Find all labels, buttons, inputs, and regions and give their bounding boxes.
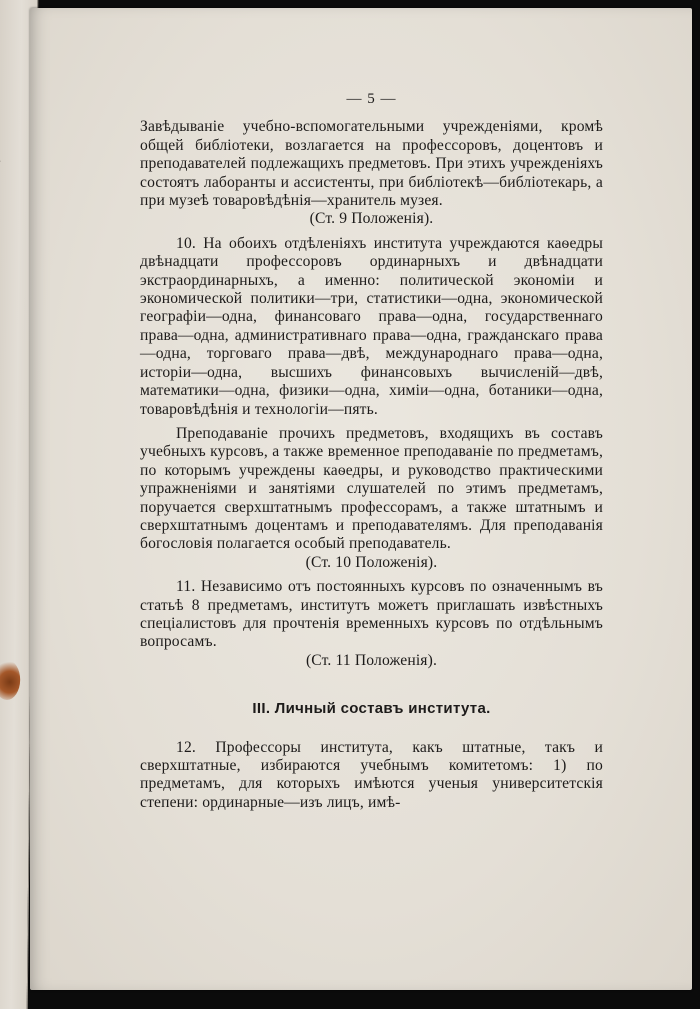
previous-page-fragment xyxy=(0,611,11,633)
previous-page-fragment xyxy=(0,413,13,435)
paragraph-article-12: 12. Профессоры института, какъ штатные, такъ и сверхштатные, избираются учебнымъ комитетомъ: 1) по предметамъ, для которыхъ имѣются ученыя университетскія степени: ординарные—изъ лицъ, имѣ- xyxy=(140,738,603,811)
page-number: — 5 — xyxy=(346,91,397,107)
previous-page-fragment xyxy=(0,567,11,589)
section-heading: III. Личный составъ института. xyxy=(252,700,491,718)
previous-page-fragment xyxy=(0,589,11,611)
previous-page-fragment xyxy=(0,237,15,259)
previous-page-fragment xyxy=(0,127,16,149)
previous-page-fragment xyxy=(0,303,14,325)
paragraph-article-10: 10. На обоихъ отдѣленіяхъ института учреждаются каѳедры двѣнадцати профессоровъ ординарныхъ и двѣнадцати экстраординарныхъ, а именно: политической экономіи и экономической политики—три, статистики—одна, экономической географіи—одна, финансоваго права—одна, государственнаго права—одна, административнаго права—одна, гражданскаго права—одна, торговаго права—двѣ, международнаго права—одна, исторіи—одна, высшихъ финансовыхъ вычисленій—двѣ, математики—одна, физики—одна, химіи—одна, ботаники—одна, товаровѣдѣнія и технологіи—пять. xyxy=(140,234,603,418)
paragraph-teaching: Преподаваніе прочихъ предметовъ, входящихъ въ составъ учебныхъ курсовъ, а также временное преподаваніе по предметамъ, по которымъ учреждены каѳедры, и руководство практическими упражненіями и занятіями слушателей по этимъ предметамъ, поручается сверхштатнымъ профессорамъ, а также штатнымъ и сверхштатнымъ доцентамъ и преподавателямъ. Для преподаванія богословія полагается особый преподаватель. xyxy=(140,424,603,553)
previous-page-fragment xyxy=(0,347,14,369)
book-page xyxy=(30,8,692,990)
previous-page-fragment xyxy=(0,193,15,215)
paragraph-museum-management: Завѣдываніе учебно-вспомогательными учрежденіями, кромѣ общей библіотеки, возлагается на профессоровъ, доцентовъ и преподавателей подлежащихъ предметовъ. При этихъ учрежденіяхъ состоятъ лаборанты и ассистенты, при библіотекѣ—библіотекарь, а при музеѣ товаровѣдѣнія—хранитель музея. xyxy=(140,118,603,210)
reference-article-11: (Ст. 11 Положенія). xyxy=(305,651,438,669)
previous-page-fragment xyxy=(0,545,12,567)
previous-page-fragment xyxy=(0,633,11,655)
previous-page-fragment xyxy=(0,325,14,347)
previous-page-fragment xyxy=(0,523,12,545)
previous-page-fragment xyxy=(0,501,12,523)
previous-page-fragment xyxy=(0,391,13,413)
previous-page-fragment xyxy=(0,149,16,171)
previous-page-fragment xyxy=(0,281,14,303)
paragraph-article-11: 11. Независимо отъ постоянныхъ курсовъ по означеннымъ въ статьѣ 8 предметамъ, институтъ можетъ приглашать извѣстныхъ спеціалистовъ для прочтенія временныхъ курсовъ по отдѣльнымъ вопросамъ. xyxy=(140,578,603,651)
previous-page-fragment xyxy=(0,369,13,391)
previous-page-fragment xyxy=(0,171,15,193)
previous-page-fragment xyxy=(0,105,16,127)
previous-page-fragment xyxy=(0,435,13,457)
reference-article-9: (Ст. 9 Положенія). xyxy=(309,210,434,228)
previous-page-fragment xyxy=(0,215,15,237)
previous-page-fragment xyxy=(0,457,12,479)
previous-page-fragment xyxy=(0,479,12,501)
reference-article-10: (Ст. 10 Положенія). xyxy=(305,553,438,571)
paper-stain xyxy=(0,660,20,700)
page-content xyxy=(140,90,603,812)
previous-page-text-fragments xyxy=(0,105,16,965)
previous-page-fragment xyxy=(0,259,15,281)
